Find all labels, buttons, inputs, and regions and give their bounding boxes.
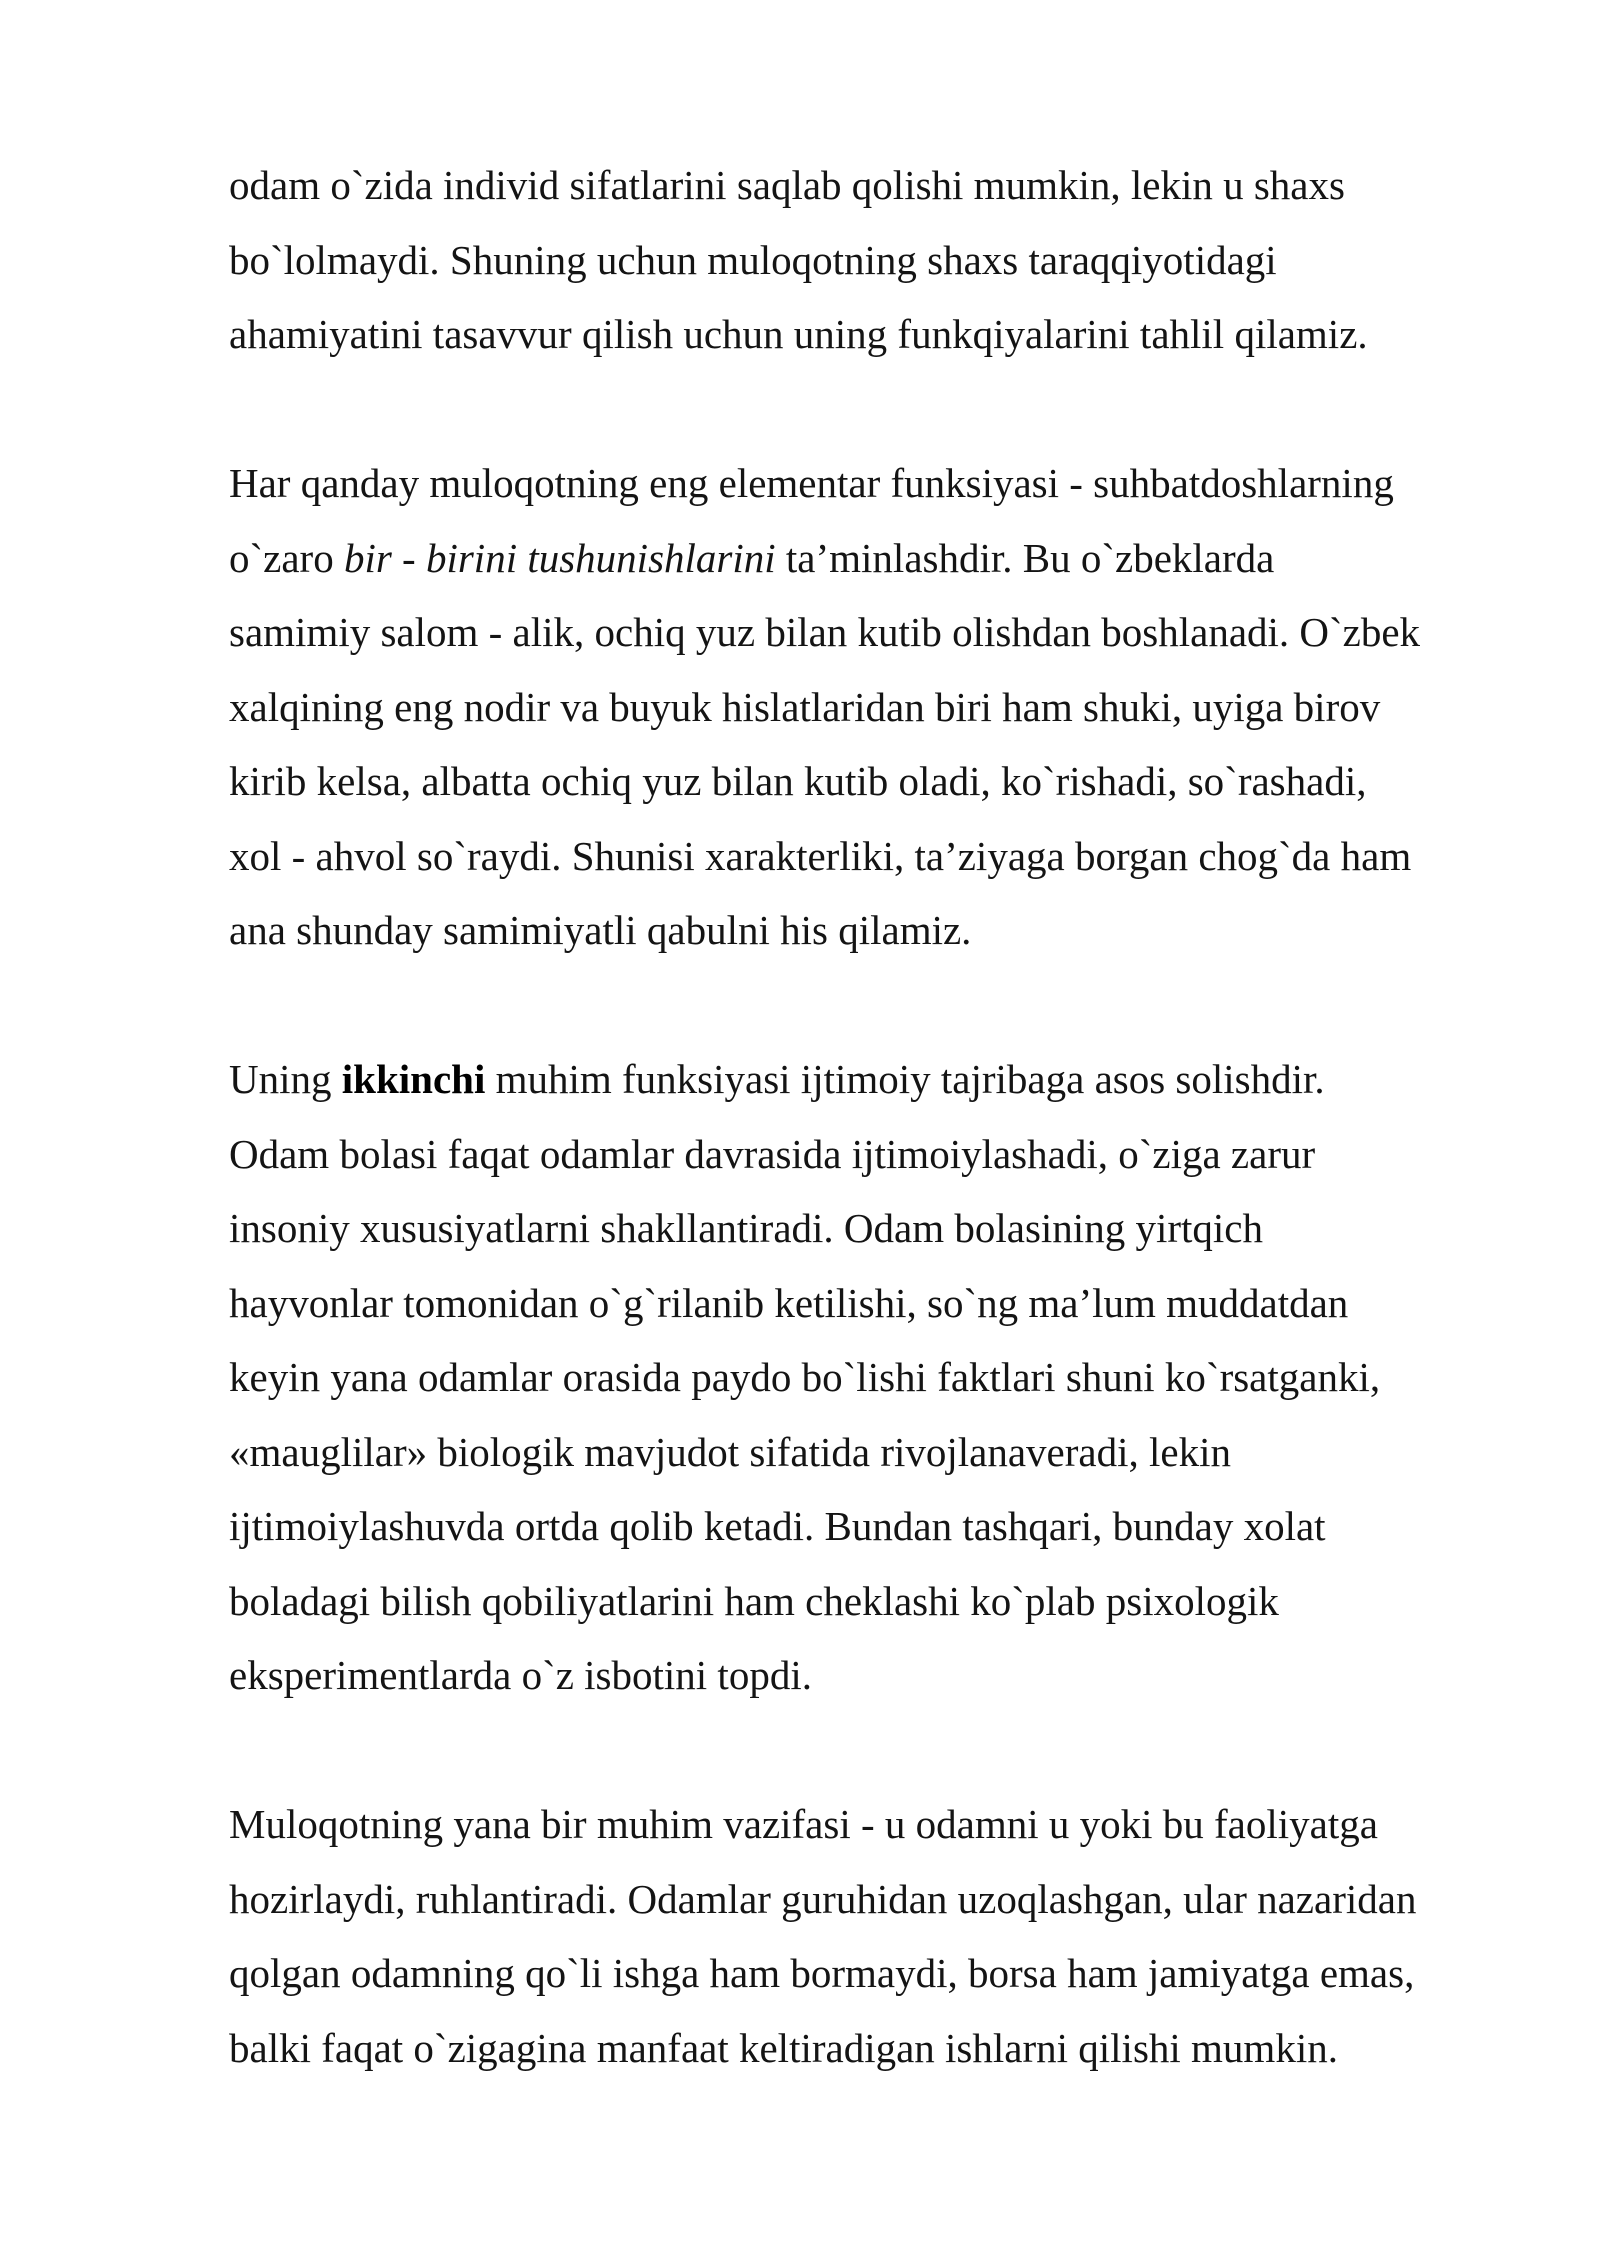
italic-phrase: bir - birini tushunishlarini [343, 534, 776, 581]
text-run: o`zaro [229, 534, 344, 581]
text-line: qolgan odamning qo`li ishga ham bormaydi, borsa ham jamiyatga emas, [229, 1950, 1415, 1996]
text-line: bo`lolmaydi. Shuning uchun muloqotning shaxs taraqqiyotidagi [229, 236, 1277, 283]
paragraph-4 [229, 1787, 1529, 2085]
text-line [229, 1042, 1529, 1117]
document-body [229, 148, 1529, 2085]
paragraph-3 [229, 1042, 1529, 1713]
text-line: hayvonlar tomonidan o`g`rilanib ketilishi, so`ng ma’lum muddatdan [229, 1279, 1349, 1326]
text-line [229, 521, 1529, 596]
text-line: «mauglilar» biologik mavjudot sifatida rivojlanaveradi, lekin [229, 1428, 1231, 1475]
text-line: insoniy xususiyatlarni shakllantiradi. Odam bolasining yirtqich [229, 1205, 1263, 1251]
bold-word: ikkinchi [341, 1056, 486, 1102]
text-run: ta’minlashdir. Bu o`zbeklarda [775, 534, 1275, 581]
text-line: xalqining eng nodir va buyuk hislatlaridan biri ham shuki, uyiga birov [229, 683, 1381, 730]
text-line: odam o`zida individ sifatlarini saqlab qolishi mumkin, lekin u shaxs [229, 162, 1345, 208]
text-run: muhim funksiyasi ijtimoiy tajribaga asos solishdir. [485, 1056, 1325, 1102]
text-line: ijtimoiylashuvda ortda qolib ketadi. Bundan tashqari, bunday xolat [229, 1503, 1326, 1549]
text-line: Muloqotning yana bir muhim vazifasi - u odamni u yoki bu faoliyatga [229, 1801, 1378, 1847]
text-run: Uning [229, 1056, 342, 1102]
text-line: Odam bolasi faqat odamlar davrasida ijtimoiylashadi, o`ziga zarur [229, 1130, 1316, 1177]
text-line: ana shunday samimiyatli qabulni his qilamiz. [229, 907, 972, 953]
text-line: Har qanday muloqotning eng elementar funksiyasi - suhbatdoshlarning [229, 460, 1394, 506]
text-line: eksperimentlarda o`z isbotini topdi. [229, 1652, 812, 1698]
text-line: keyin yana odamlar orasida paydo bo`lishi faktlari shuni ko`rsatganki, [229, 1354, 1381, 1400]
text-line: xol - ahvol so`raydi. Shunisi xarakterliki, ta’ziyaga borgan chog`da ham [229, 832, 1412, 879]
text-line: balki faqat o`zigagina manfaat keltiradigan ishlarni qilishi mumkin. [229, 2024, 1338, 2071]
text-line: hozirlaydi, ruhlantiradi. Odamlar guruhidan uzoqlashgan, ular nazaridan [229, 1875, 1417, 1922]
text-line: samimiy salom - alik, ochiq yuz bilan kutib olishdan boshlanadi. O`zbek [229, 609, 1421, 655]
paragraph-1 [229, 148, 1529, 372]
paragraph-2 [229, 446, 1529, 968]
text-line: kirib kelsa, albatta ochiq yuz bilan kutib oladi, ko`rishadi, so`rashadi, [229, 758, 1367, 804]
text-line: ahamiyatini tasavvur qilish uchun uning funkqiyalarini tahlil qilamiz. [229, 311, 1368, 357]
text-line: boladagi bilish qobiliyatlarini ham cheklashi ko`plab psixologik [229, 1577, 1279, 1624]
